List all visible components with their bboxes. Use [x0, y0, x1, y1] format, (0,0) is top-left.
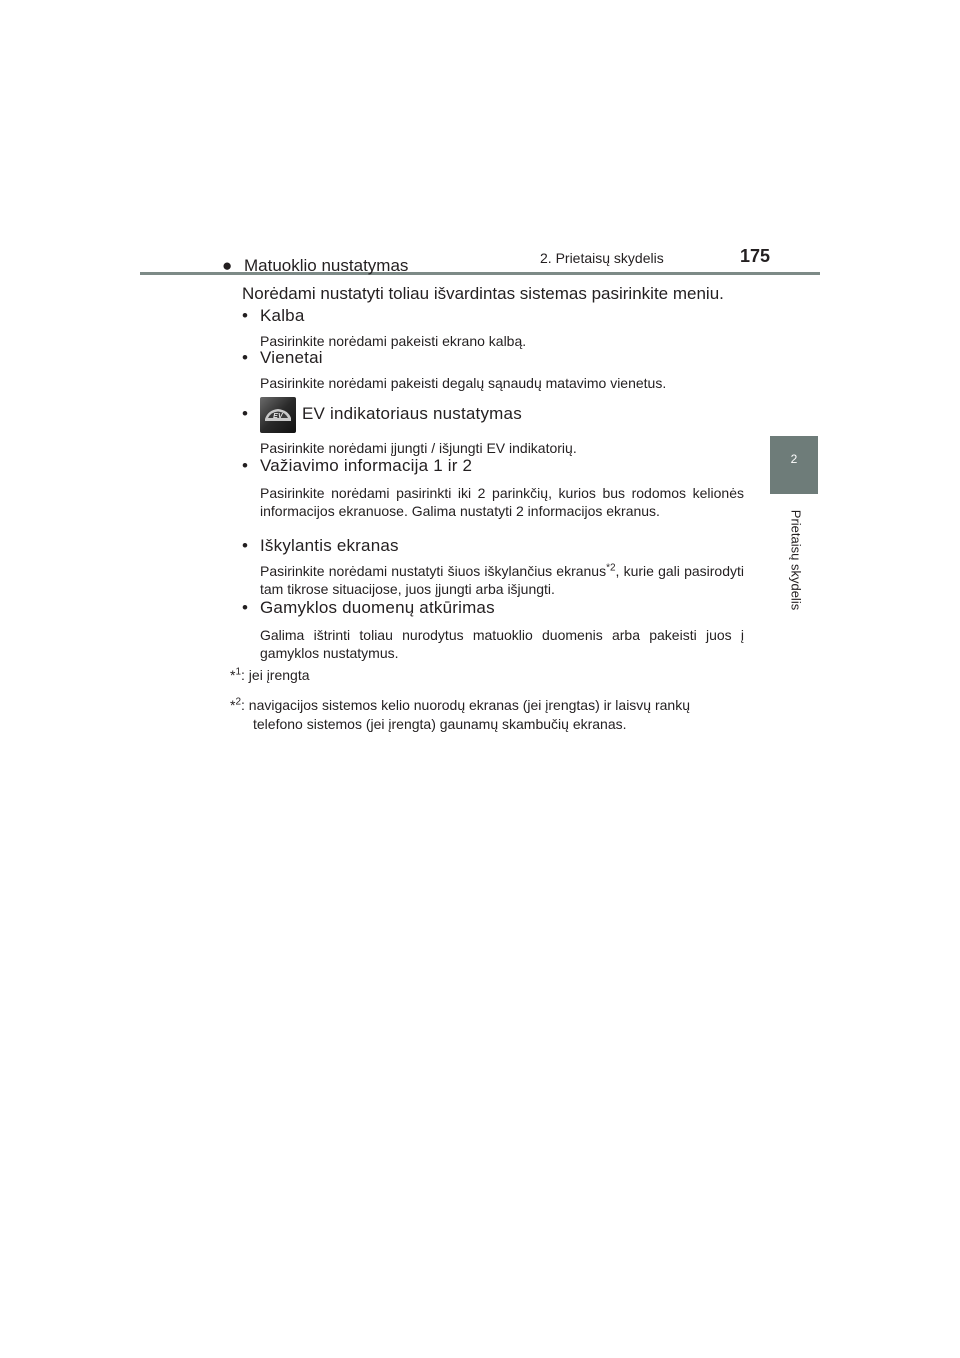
footnote — [230, 696, 746, 734]
list-item-title: Važiavimo informacija 1 ir 2 — [260, 456, 473, 475]
list-item-description — [260, 562, 744, 598]
footnote-text-continued: telefono sistemos (jei įrengta) gaunamų skambučių ekranas. — [253, 716, 627, 732]
footnote-number: 1 — [235, 666, 242, 678]
chapter-tab-label: Prietaisų skydelis — [788, 509, 804, 611]
chapter-tab — [770, 436, 818, 494]
list-item — [242, 598, 495, 618]
footnote-number: 2 — [235, 696, 242, 708]
list-item-description-text: , kurie gali pasirodyti tam tikrose situacijose, juos įjungti arba išjungti. — [260, 563, 744, 597]
list-item-description: Pasirinkite norėdami pasirinkti iki 2 parinkčių, kurios bus rodomos kelionės informacijos ekranuose. Galima nustatyti 2 informacijos ekranus. — [260, 485, 744, 519]
footnote-mark: * — [230, 697, 236, 713]
bullet-dot-icon: • — [242, 306, 249, 325]
footnote-text: : jei įrengta — [241, 667, 310, 683]
list-item-title: Vienetai — [260, 348, 323, 367]
bullet-dot-icon: • — [242, 598, 249, 617]
section-heading — [222, 256, 408, 276]
ev-indicator-icon — [260, 397, 296, 433]
svg-text:EV: EV — [273, 412, 283, 420]
footnote-text: : navigacijos sistemos kelio nuorodų ekranas (jei įrengtas) ir laisvų rankų — [241, 697, 690, 713]
chapter-tab-number: 2 — [790, 452, 798, 466]
list-item-description: Galima ištrinti toliau nurodytus matuoklio duomenis arba pakeisti juos į gamyklos nustatymus. — [260, 627, 744, 661]
list-item-title: Kalba — [260, 306, 305, 325]
list-item-description-text: Pasirinkite norėdami nustatyti šiuos iškylančius ekranus — [260, 563, 607, 579]
section-heading-text: Matuoklio nustatymas — [244, 256, 409, 275]
list-item-title: Iškylantis ekranas — [260, 536, 399, 555]
list-item-description: Pasirinkite norėdami pakeisti degalų sąnaudų matavimo vienetus. — [260, 375, 667, 391]
bullet-dot-icon: • — [242, 536, 249, 555]
page-number: 175 — [740, 246, 771, 266]
footnote-mark: * — [230, 667, 236, 683]
bullet-dot-icon: • — [242, 456, 249, 475]
section-intro: Norėdami nustatyti toliau išvardintas sistemas pasirinkite meniu. — [242, 284, 724, 303]
list-item — [242, 536, 399, 556]
footnote — [230, 666, 746, 685]
chapter-title: 2. Prietaisų skydelis — [540, 250, 664, 266]
list-item — [242, 306, 304, 326]
list-item-description: Pasirinkite norėdami įjungti / išjungti EV indikatorių. — [260, 440, 577, 456]
footnote-reference: *2 — [606, 562, 616, 574]
list-item — [242, 348, 323, 368]
bullet-dot-icon: • — [242, 348, 249, 367]
list-item-title: Gamyklos duomenų atkūrimas — [260, 598, 495, 617]
bullet-dot-icon: • — [242, 404, 249, 423]
list-item — [242, 456, 472, 476]
circle-bullet-icon: ● — [222, 256, 233, 275]
list-item — [242, 396, 522, 433]
list-item-description: Pasirinkite norėdami pakeisti ekrano kalbą. — [260, 333, 527, 349]
list-item-title: EV indikatoriaus nustatymas — [302, 404, 522, 423]
